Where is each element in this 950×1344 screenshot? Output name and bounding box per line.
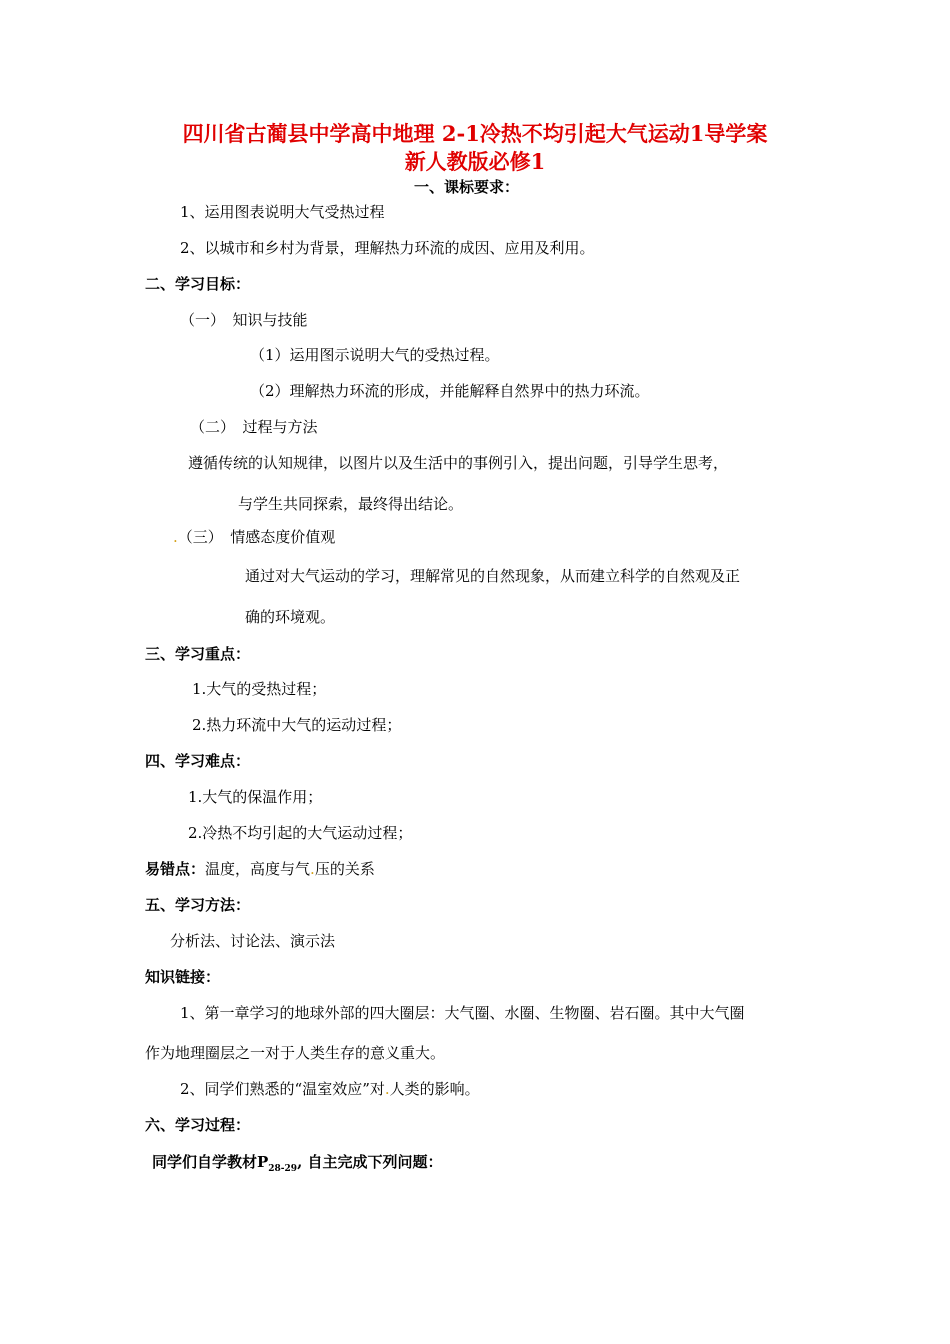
section-2-sub-3-text-2: 确的环境观。	[245, 608, 336, 626]
section-2-heading: 二、学习目标：	[145, 275, 251, 293]
knowledge-link-item-1: 1、第一章学习的地球外部的四大圈层：大气圈、水圈、生物圈、岩石圈。其中大气圈	[180, 1004, 745, 1022]
section-2-sub-3: .（三） 情感态度价值观	[173, 528, 336, 546]
knowledge-link-item-1-cont: 作为地理圈层之一对于人类生存的意义重大。	[145, 1044, 446, 1062]
document-title-line-1: 四川省古蔺县中学高中地理 2-1冷热不均引起大气运动1导学案	[182, 121, 768, 146]
section-2-sub-1-item-1: （1）运用图示说明大气的受热过程。	[250, 346, 500, 364]
section-1-item-1: 1、运用图表说明大气受热过程	[180, 203, 385, 221]
section-4-item-2: 2.冷热不均引起的大气运动过程；	[188, 824, 413, 842]
stray-dot-mark: .	[310, 860, 315, 878]
section-5-text: 分析法、讨论法、演示法	[170, 932, 336, 950]
document-title-line-2: 新人教版必修1	[404, 149, 546, 174]
section-6-instruction: 同学们自学教材$P_{28-29}$, 自主完成下列问题：	[152, 1153, 443, 1174]
section-3-item-2: 2.热力环流中大气的运动过程；	[192, 716, 402, 734]
section-3-heading: 三、学习重点：	[145, 645, 251, 663]
section-4-item-1: 1.大气的保温作用；	[188, 788, 323, 806]
section-2-sub-2-text-2: 与学生共同探索，最终得出结论。	[238, 495, 464, 513]
section-1-heading: 一、课标要求：	[414, 178, 520, 196]
section-4-heading: 四、学习难点：	[145, 752, 251, 770]
section-6-heading: 六、学习过程：	[145, 1116, 251, 1134]
error-prone-point: 易错点：温度，高度与气.压的关系	[145, 860, 375, 878]
stray-dot-mark: .	[384, 1080, 390, 1098]
section-1-item-2: 2、以城市和乡村为背景，理解热力环流的成因、应用及利用。	[180, 239, 595, 257]
section-2-sub-2-text-1: 遵循传统的认知规律，以图片以及生活中的事例引入，提出问题，引导学生思考，	[188, 454, 729, 472]
section-3-item-1: 1.大气的受热过程；	[192, 680, 327, 698]
stray-dot-mark: .	[173, 528, 178, 546]
section-2-sub-3-text-1: 通过对大气运动的学习，理解常见的自然现象，从而建立科学的自然观及正	[245, 567, 741, 585]
knowledge-link-heading: 知识链接：	[145, 968, 221, 986]
section-5-heading: 五、学习方法：	[145, 896, 251, 914]
section-2-sub-1: （一） 知识与技能	[180, 311, 308, 329]
knowledge-link-item-2: 2、同学们熟悉的“温室效应”对.人类的影响。	[180, 1080, 480, 1098]
section-2-sub-2: （二） 过程与方法	[190, 418, 318, 436]
section-2-sub-1-item-2: （2）理解热力环流的形成，并能解释自然界中的热力环流。	[250, 382, 650, 400]
